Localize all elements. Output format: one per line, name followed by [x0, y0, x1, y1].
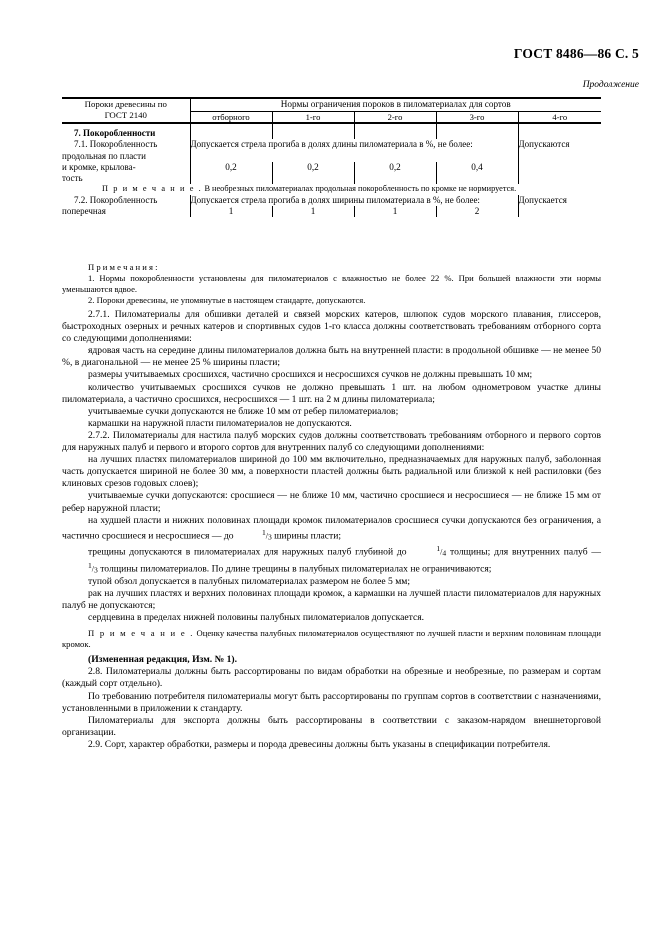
clause-2-7-1-e: кармашки на наружной пласти пиломатериалов не допускаются. [88, 417, 352, 429]
row-71-value-2: 0,2 [354, 162, 436, 184]
clause-2-9: 2.9. Сорт, характер обработки, размеры и порода древесины должны быть указаны в спецификации потребителя. [88, 738, 551, 750]
section-number: 7. [74, 128, 81, 139]
row-72-span-text: Допускается стрела прогиба в долях ширины пиломатериала в %, не более: [190, 195, 518, 206]
clause-2-7-2-d-text-3: толщины пиломатериалов. По длине трещины в палубных пиломатериалах не ограничиваются; [97, 562, 492, 574]
row-section-spacer-4 [436, 123, 518, 139]
deck-note-text: Оценку качества палубных пиломатериалов осуществляют по лучшей пласти и верхним половинам площади кромок. [62, 628, 601, 650]
clause-2-7-1: 2.7.1. Пиломатериалы для обшивки деталей и связей морских катеров, шлюпок судов морского плавания, глиссеров, быстроходных озерных и речных катеров и спортивных судов 1-го класса должны соответствовать требованиям отборного сорта со следующими дополнениями: [62, 309, 601, 345]
row-section-spacer-3 [354, 123, 436, 139]
clause-2-7-2-g: сердцевина в пределах нижней половины палубных пиломатериалов допускается. [88, 612, 425, 624]
page-header-standard-number: ГОСТ 8486—86 С. 5 [513, 46, 639, 61]
header-cell-defect-type [62, 98, 190, 123]
clause-2-8-b: Пиломатериалы для экспорта должны быть рассортированы в соответствии с заказом-нарядом внешнеторговой организации. [62, 714, 601, 738]
row-72-last-col: Допускается [518, 195, 601, 218]
row-section-spacer-2 [272, 123, 354, 139]
clause-2-7-2-c-text: на худшей пласти и нижних половинах площади кромок пиломатериалов сросшиеся сучки допускаются без ограничения, а частично сросшиеся и несросшиеся — до [62, 514, 601, 542]
deck-note [62, 628, 601, 650]
clause-2-7-2-c [62, 515, 601, 544]
row-section-spacer-5 [518, 123, 601, 139]
table-note-lead: П р и м е ч а н и е . [102, 184, 203, 194]
row-71-last-col: Допускаются [518, 139, 601, 184]
clause-2-7-2: 2.7.2. Пиломатериалы для настила палуб морских судов должны соответствовать требованиям отборного и первого сортов для наружных палуб и первого и второго сортов для внутренних палуб со следующими дополнениями: [62, 429, 601, 454]
table-note-71 [62, 184, 601, 194]
defects-norms-table-wrapper [62, 97, 601, 217]
table-row [62, 139, 601, 162]
deck-note-lead: П р и м е ч а н и е . [88, 628, 195, 639]
table-header-row-group [62, 98, 601, 111]
revision-note: (Измененная редакция, Изм. № 1). [88, 654, 238, 666]
header-grade-1: 1-го [272, 111, 354, 123]
clause-2-7-1-d: учитываемые сучки допускаются не ближе 10 мм от ребер пиломатериалов; [88, 405, 399, 417]
row-72-value-1: 1 [272, 206, 354, 217]
table-row-note [62, 184, 601, 194]
row-72-name-l1: 7.2. Покоробленность [74, 194, 158, 205]
row-71-name-l1: 7.1. Покоробленность [74, 139, 158, 150]
row-71-value-otbornogo: 0,2 [190, 162, 272, 184]
continuation-label: Продолжение [582, 80, 639, 90]
header-grade-3: 3-го [436, 111, 518, 123]
header-grade-2: 2-го [354, 111, 436, 123]
notes-heading: П р и м е ч а н и я : [88, 262, 158, 272]
row-71-span-text: Допускается стрела прогиба в долях длины пиломатериала в %, не более: [190, 139, 518, 162]
header-defect-line1: Пороки древесины по [84, 99, 167, 109]
row-section-title [62, 123, 190, 139]
clause-2-7-2-b: учитываемые сучки допускаются: сросшиеся — не ближе 10 мм, частично сросшиеся и несросшиеся — не ближе 15 мм от ребер наружной пласти; [62, 490, 601, 514]
clause-2-7-2-d [62, 543, 601, 576]
clause-2-7-2-d-text-1: трещины допускаются в пиломатериалах для наружных палуб глубиной до [88, 546, 411, 558]
clause-2-7-1-c: количество учитываемых сросшихся сучков не должно превышать 1 шт. на любом однометровом участке длины пиломатериала, а частично сросшихся, несросшихся — 1 шт. на 2 м длины пиломатериала; [62, 381, 601, 405]
clause-2-7-1-a: ядровая часть на середине длины пиломатериалов должна быть на внутренней пласти: в продольной обшивке — не менее 50 %, в диагональной — не менее 25 % ширины пласти; [62, 345, 601, 369]
header-cell-norms-group: Нормы ограничения пороков в пиломатериалах для сортов [190, 98, 601, 111]
fraction-one-quarter: $^1/_4$ [436, 544, 447, 558]
clause-2-7-2-d-text-2: толщины; для внутренних палуб — [446, 546, 601, 558]
fraction-one-third: $^1/_3$ [261, 527, 272, 541]
table-note-text: В необрезных пиломатериалах продольная покоробленность по кромке не нормируется. [204, 184, 517, 194]
row-72-value-2: 1 [354, 206, 436, 217]
document-body [62, 262, 601, 751]
header-defect-line2: ГОСТ 2140 [104, 110, 147, 121]
row-72-value-3: 2 [436, 206, 518, 217]
table-row [62, 123, 601, 139]
notes-item-1: 1. Нормы покоробленности установлены для пиломатериалов с влажностью не более 22 %. При большей влажности эти нормы уменьшаются вдвое. [62, 273, 601, 294]
clause-2-7-1-b: размеры учитываемых сросшихся, частично сросшихся и несросшихся сучков не должны превышать 10 мм; [88, 369, 533, 381]
defects-norms-table [62, 97, 601, 217]
fraction-one-third-2: $^1/_3$ [88, 560, 98, 574]
notes-item-2: 2. Пороки древесины, не упомянутые в настоящем стандарте, допускаются. [88, 295, 366, 305]
row-71-name-l2: продольная по пласти [62, 150, 146, 161]
clause-2-7-2-e: тупой обзол допускается в палубных пиломатериалах размером не более 5 мм; [88, 575, 411, 587]
row-71-value-1: 0,2 [272, 162, 354, 184]
row-71-name [62, 139, 190, 184]
clause-2-7-2-c-text-after: ширины пласти; [271, 530, 342, 542]
clause-2-8: 2.8. Пиломатериалы должны быть рассортированы по видам обработки на обрезные и необрезные, по размерам и сортам (каждый сорт отдельно). [62, 666, 601, 690]
header-grade-otbornogo: отборного [190, 111, 272, 123]
row-71-value-3: 0,4 [436, 162, 518, 184]
row-72-name-l2: поперечная [62, 206, 106, 217]
row-72-value-otbornogo: 1 [190, 206, 272, 217]
row-section-spacer-1 [190, 123, 272, 139]
clause-2-7-2-f: рак на лучших пластях и верхних половинах площади кромок, а кармашки на лучшей пласти пиломатериалов для наружных палуб не допускаются; [62, 588, 601, 612]
row-71-name-l3: и кромке, крылова- [62, 161, 136, 172]
header-grade-4: 4-го [518, 111, 601, 123]
row-72-name [62, 195, 190, 218]
row-71-name-l4: тость [62, 173, 83, 184]
clause-2-8-a: По требованию потребителя пиломатериалы могут быть рассортированы по группам сортов в соответствии с назначениями, установленными в приложении к стандарту. [62, 690, 601, 714]
table-row [62, 195, 601, 206]
section-title: Покоробленности [83, 128, 156, 139]
clause-2-7-2-a: на лучших пластях пиломатериалов шириной до 100 мм включительно, предназначаемых для наружных палуб, заболонная часть допускается шириной не более 30 мм, а поверхности пластей должны быть радиальной или близкой к ней распиловки (без клиновых срезов годовых слоев); [62, 454, 601, 490]
